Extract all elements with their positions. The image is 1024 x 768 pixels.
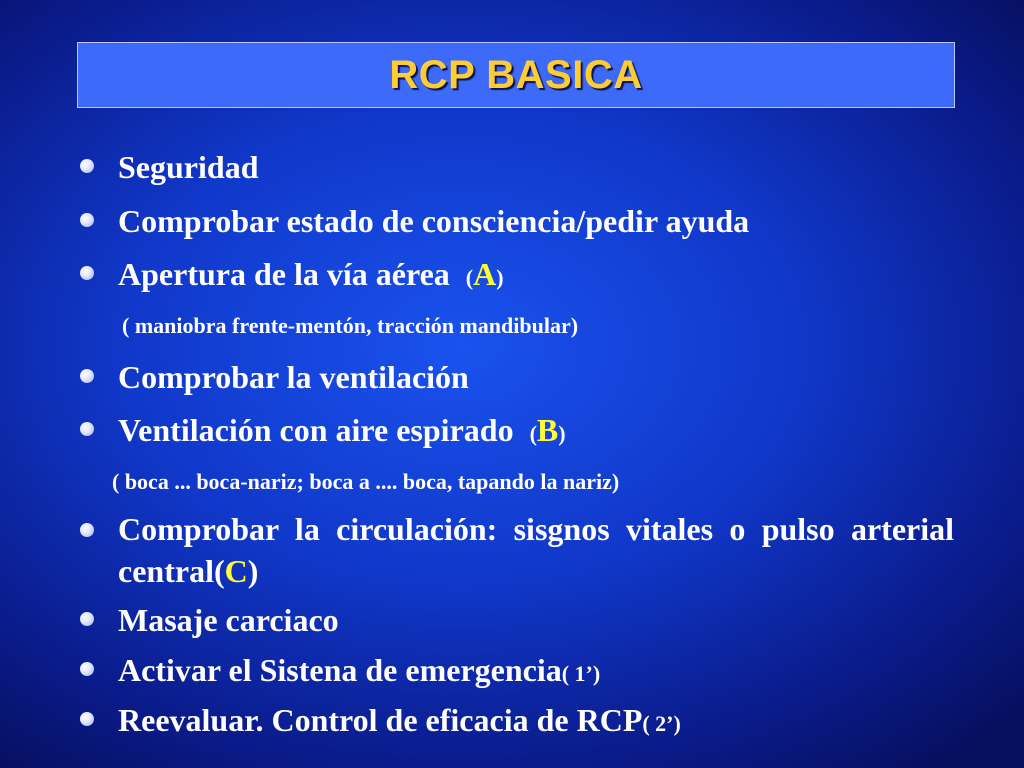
time-suffix: ( 1’) bbox=[561, 661, 601, 686]
bullet-icon bbox=[80, 662, 94, 676]
time-suffix: ( 2’) bbox=[642, 711, 681, 736]
item-text: Reevaluar. Control de eficacia de RCP bbox=[118, 702, 643, 738]
paren-close: ) bbox=[558, 421, 566, 446]
item-text: Comprobar la circulación: sisgnos vitales o pulso arterial central( bbox=[118, 511, 954, 589]
paren-open: ( bbox=[529, 421, 537, 446]
list-item-aire-espirado bbox=[118, 410, 566, 454]
item-text: Ventilación con aire espirado bbox=[118, 412, 514, 448]
list-item-masaje bbox=[118, 600, 339, 640]
bullet-icon bbox=[80, 612, 94, 626]
bullet-icon bbox=[80, 523, 94, 537]
list-item-emergencia bbox=[118, 650, 600, 694]
bullet-icon bbox=[80, 266, 94, 280]
letter-a: A bbox=[473, 256, 497, 292]
slide-title: RCP BASICA bbox=[389, 52, 643, 97]
list-item-reevaluar bbox=[118, 700, 681, 744]
item-text: Activar el Sistena de emergencia bbox=[118, 652, 562, 688]
note-maniobra: ( maniobra frente-mentón, tracción mandibular) bbox=[122, 313, 579, 338]
letter-c: C bbox=[224, 553, 248, 589]
list-item-via-aerea bbox=[118, 254, 504, 298]
bullet-icon bbox=[80, 159, 94, 173]
list-item-circulacion bbox=[118, 508, 954, 592]
letter-b: B bbox=[536, 412, 559, 448]
item-text: Comprobar estado de consciencia/pedir ayuda bbox=[118, 203, 750, 239]
paren-close: ) bbox=[496, 265, 504, 290]
bullet-icon bbox=[80, 712, 94, 726]
item-text: Comprobar la ventilación bbox=[118, 359, 469, 395]
item-text: Masaje carciaco bbox=[118, 602, 339, 638]
item-text: Seguridad bbox=[118, 149, 259, 185]
list-item-ventilacion bbox=[118, 357, 469, 397]
note-boca: ( boca ... boca-nariz; boca a .... boca, tapando la nariz) bbox=[112, 469, 620, 494]
item-text: Apertura de la vía aérea bbox=[118, 256, 450, 292]
bullet-icon bbox=[80, 213, 94, 227]
list-item-consciencia bbox=[118, 201, 749, 241]
bullet-icon bbox=[80, 369, 94, 383]
bullet-icon bbox=[80, 422, 94, 436]
paren-open: ( bbox=[465, 265, 474, 290]
list-item-seguridad bbox=[118, 147, 258, 187]
paren-close: ) bbox=[247, 553, 259, 589]
